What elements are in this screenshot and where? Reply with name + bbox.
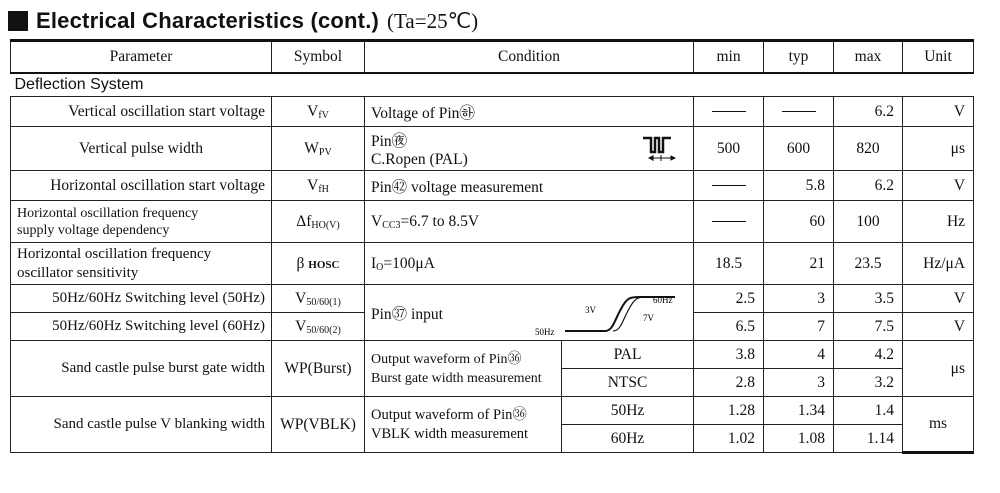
condition-cell: Voltage of Pin㉻	[365, 97, 694, 127]
symbol-sub: 50/60(1)	[306, 296, 341, 308]
unit-cell: V	[903, 313, 974, 341]
param-line1: Horizontal oscillation frequency	[17, 245, 212, 262]
sub-condition-cell: 50Hz	[562, 397, 694, 425]
unit-cell: μs	[903, 127, 974, 171]
param-line2: supply voltage dependency	[17, 222, 170, 238]
header-typ: typ	[764, 41, 834, 74]
symbol-base: V	[295, 317, 307, 335]
min-cell: 2.5	[694, 285, 764, 313]
min-cell: 3.8	[694, 341, 764, 369]
sub-condition-cell: NTSC	[562, 369, 694, 397]
label-3v: 3V	[585, 305, 597, 315]
typ-cell: 7	[764, 313, 834, 341]
condition-line2: Burst gate width measurement	[371, 370, 542, 386]
min-cell: 500	[694, 127, 764, 171]
condition-cell	[365, 285, 694, 341]
unit-cell: ms	[903, 397, 974, 453]
min-cell: 1.02	[694, 425, 764, 453]
symbol-base: V	[307, 176, 319, 194]
min-cell	[694, 171, 764, 201]
label-60hz: 60Hz	[653, 295, 673, 305]
param-cell: Vertical pulse width	[11, 127, 272, 171]
table-row	[11, 201, 974, 243]
param-line1: Horizontal oscillation frequency	[17, 205, 199, 221]
header-max: max	[834, 41, 903, 74]
param-line2: oscillator sensitivity	[17, 264, 139, 281]
dash-mark	[712, 221, 746, 222]
max-cell: 6.2	[834, 97, 903, 127]
param-cell	[11, 201, 272, 243]
title-condition: (Ta=25℃)	[387, 8, 479, 33]
title-main: Electrical Characteristics (cont.)	[36, 8, 380, 33]
min-cell: 6.5	[694, 313, 764, 341]
switch-level-diagram	[535, 289, 685, 339]
io-prefix: I	[371, 254, 377, 272]
condition-cell	[365, 243, 694, 285]
section-row	[11, 73, 974, 97]
symbol-cell	[272, 243, 365, 285]
dash-mark	[782, 111, 816, 112]
header-symbol: Symbol	[272, 41, 365, 74]
min-cell: 18.5	[694, 243, 764, 285]
label-50hz: 50Hz	[535, 327, 555, 337]
symbol-sub: fH	[318, 183, 329, 195]
condition-cell	[365, 341, 562, 397]
sub-condition-cell: PAL	[562, 341, 694, 369]
vcc-sub: CC3	[382, 219, 401, 231]
typ-cell: 60	[764, 201, 834, 243]
vcc-rest: =6.7 to 8.5V	[400, 212, 480, 230]
unit-cell: Hz	[903, 201, 974, 243]
condition-line2: VBLK width measurement	[371, 425, 529, 442]
condition-cell: Pin㊷ voltage measurement	[365, 171, 694, 201]
max-cell: 23.5	[834, 243, 903, 285]
condition-cell	[365, 127, 694, 171]
table-row	[11, 127, 974, 171]
symbol-cell: WP(Burst)	[272, 341, 365, 397]
header-unit: Unit	[903, 41, 974, 74]
symbol-sub: PV	[318, 146, 332, 158]
dash-mark	[712, 111, 746, 112]
symbol-base: W	[304, 139, 319, 157]
max-cell: 1.4	[834, 397, 903, 425]
switch-condition-text: Pin㊲ input	[371, 305, 443, 323]
symbol-sub: 50/60(2)	[306, 324, 341, 336]
param-cell: Sand castle pulse V blanking width	[11, 397, 272, 453]
unit-cell: μs	[903, 341, 974, 397]
param-cell	[11, 243, 272, 285]
symbol-sub: HOSC	[308, 258, 340, 271]
max-cell: 820	[834, 127, 903, 171]
max-cell: 100	[834, 201, 903, 243]
io-sub: O	[376, 261, 384, 273]
table-row	[11, 171, 974, 201]
condition-line1: Output waveform of Pin㊱	[371, 351, 522, 367]
table-row	[11, 285, 974, 313]
dash-mark	[712, 185, 746, 186]
unit-cell: V	[903, 171, 974, 201]
table-row	[11, 341, 974, 369]
spec-table	[10, 39, 974, 454]
typ-cell: 21	[764, 243, 834, 285]
max-cell: 7.5	[834, 313, 903, 341]
typ-cell: 5.8	[764, 171, 834, 201]
symbol-base: V	[295, 289, 307, 307]
max-cell: 3.2	[834, 369, 903, 397]
symbol-cell	[272, 97, 365, 127]
header-parameter: Parameter	[11, 41, 272, 74]
typ-cell: 3	[764, 285, 834, 313]
symbol-cell	[272, 127, 365, 171]
symbol-cell: WP(VBLK)	[272, 397, 365, 453]
table-row	[11, 97, 974, 127]
min-cell: 2.8	[694, 369, 764, 397]
max-cell: 6.2	[834, 171, 903, 201]
symbol-cell	[272, 171, 365, 201]
param-cell: Horizontal oscillation start voltage	[11, 171, 272, 201]
typ-cell: 3	[764, 369, 834, 397]
pulse-waveform-icon	[641, 134, 683, 164]
param-cell: Sand castle pulse burst gate width	[11, 341, 272, 397]
symbol-base: V	[307, 102, 319, 120]
sub-condition-cell: 60Hz	[562, 425, 694, 453]
min-cell	[694, 201, 764, 243]
max-cell: 3.5	[834, 285, 903, 313]
min-cell: 1.28	[694, 397, 764, 425]
symbol-cell	[272, 285, 365, 313]
symbol-cell	[272, 201, 365, 243]
header-row	[11, 41, 974, 74]
unit-cell: Hz/μA	[903, 243, 974, 285]
max-cell: 4.2	[834, 341, 903, 369]
unit-cell: V	[903, 285, 974, 313]
label-7v: 7V	[643, 313, 655, 323]
max-cell: 1.14	[834, 425, 903, 453]
unit-cell: V	[903, 97, 974, 127]
param-cell: 50Hz/60Hz Switching level (60Hz)	[11, 313, 272, 341]
condition-line2: C.Ropen (PAL)	[371, 150, 468, 168]
vcc-prefix: V	[371, 212, 383, 230]
table-row	[11, 397, 974, 425]
condition-cell	[365, 397, 562, 453]
symbol-base: β	[296, 254, 305, 272]
typ-cell: 4	[764, 341, 834, 369]
symbol-sub: fV	[318, 109, 329, 121]
typ-cell: 1.34	[764, 397, 834, 425]
typ-cell: 600	[764, 127, 834, 171]
symbol-cell	[272, 313, 365, 341]
param-cell: 50Hz/60Hz Switching level (50Hz)	[11, 285, 272, 313]
io-rest: =100μA	[383, 254, 435, 272]
black-square-icon	[8, 11, 28, 31]
typ-cell	[764, 97, 834, 127]
section-label: Deflection System	[11, 73, 974, 97]
min-cell	[694, 97, 764, 127]
symbol-sub: HO(V)	[311, 219, 340, 231]
header-condition: Condition	[365, 41, 694, 74]
param-cell: Vertical oscillation start voltage	[11, 97, 272, 127]
section-title	[8, 4, 478, 38]
symbol-base: Δf	[296, 212, 312, 230]
typ-cell: 1.08	[764, 425, 834, 453]
condition-line1: Output waveform of Pin㊱	[371, 406, 527, 423]
condition-cell	[365, 201, 694, 243]
header-min: min	[694, 41, 764, 74]
condition-line1: Pin㊰	[371, 132, 408, 150]
table-row	[11, 243, 974, 285]
